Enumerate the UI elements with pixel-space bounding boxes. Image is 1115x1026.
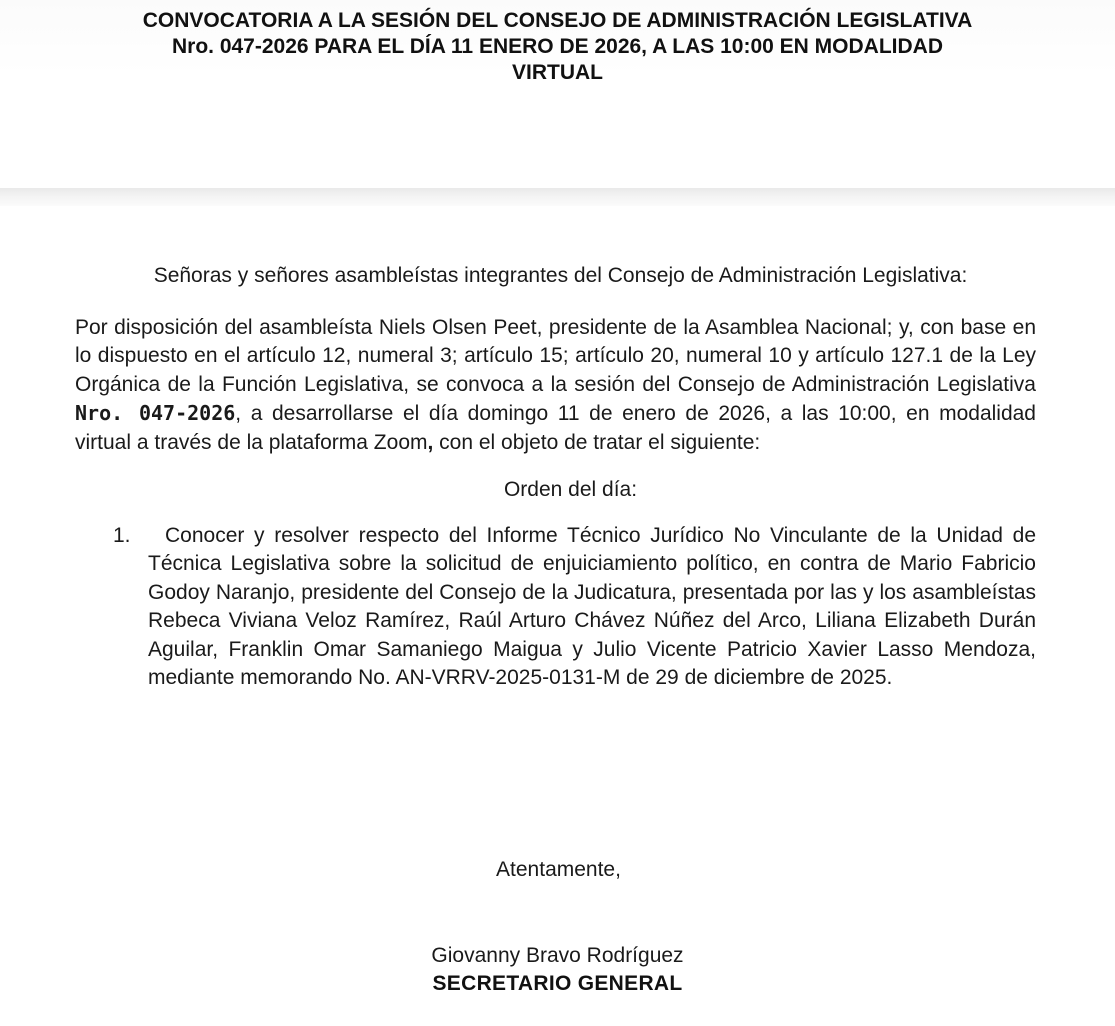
- document-title: [40, 8, 1075, 86]
- salutation-text: Atentamente,: [496, 858, 621, 881]
- agenda-item-text: Conocer y resolver respecto del Informe Técnico Jurídico No Vinculante de la Unidad de Técnica Legislativa sobre la solicitud de enjuiciamiento político, en contra de Mario Fabricio Godoy Naranjo, presidente del Consejo de la Judicatura, presentada por las y los asambleístas Rebeca Viviana Veloz Ramírez, Raúl Arturo Chávez Núñez del Arco, Liliana Elizabeth Durán Aguilar, Franklin Omar Samaniego Maigua y Julio Vicente Patricio Xavier Lasso Mendoza, mediante memorando No. AN-VRRV-2025-0131-M de 29 de diciembre de 2025.: [148, 523, 1036, 689]
- document-body: [75, 262, 1036, 693]
- paragraph-text-end: con el objeto de tratar el siguiente:: [433, 430, 761, 454]
- title-line-2: Nro. 047-2026 PARA EL DÍA 11 ENERO DE 2026, A LAS 10:00 EN MODALIDAD: [171, 35, 943, 58]
- signature-block: [0, 942, 1115, 998]
- page-break-divider: [0, 188, 1115, 206]
- closing-salutation: [0, 858, 1115, 882]
- paragraph-text-middle: , a desarrollarse el día domingo 11 de enero de 2026, a las 10:00, en modalidad virtual a través de la plataforma Zoom: [75, 402, 1036, 454]
- signer-role: SECRETARIO GENERAL: [432, 972, 683, 995]
- agenda-heading: Orden del día:: [503, 478, 638, 501]
- paragraph-text-start: Por disposición del asambleísta Niels Olsen Peet, presidente de la Asamblea Nacional; y, con base en lo dispuesto en el artículo 12, numeral 3; artículo 15; artículo 20, numeral 10 y artículo 127.1 de la Ley Orgánica de la Función Legislativa, se convoca a la sesión del Consejo de Administración Legislativa: [75, 315, 1036, 396]
- title-line-3: VIRTUAL: [512, 61, 603, 84]
- paragraph-bold-comma: ,: [427, 430, 434, 454]
- greeting: Señoras y señores asambleístas integrantes del Consejo de Administración Legislativa:: [153, 264, 968, 287]
- convocation-paragraph: [75, 314, 1036, 458]
- title-line-1: CONVOCATORIA A LA SESIÓN DEL CONSEJO DE ADMINISTRACIÓN LEGISLATIVA: [142, 9, 973, 32]
- session-number: Nro. 047-2026: [75, 401, 236, 425]
- agenda-item-number: 1.: [113, 523, 131, 547]
- signer-name: Giovanny Bravo Rodríguez: [431, 944, 684, 967]
- agenda-item: [75, 522, 1036, 693]
